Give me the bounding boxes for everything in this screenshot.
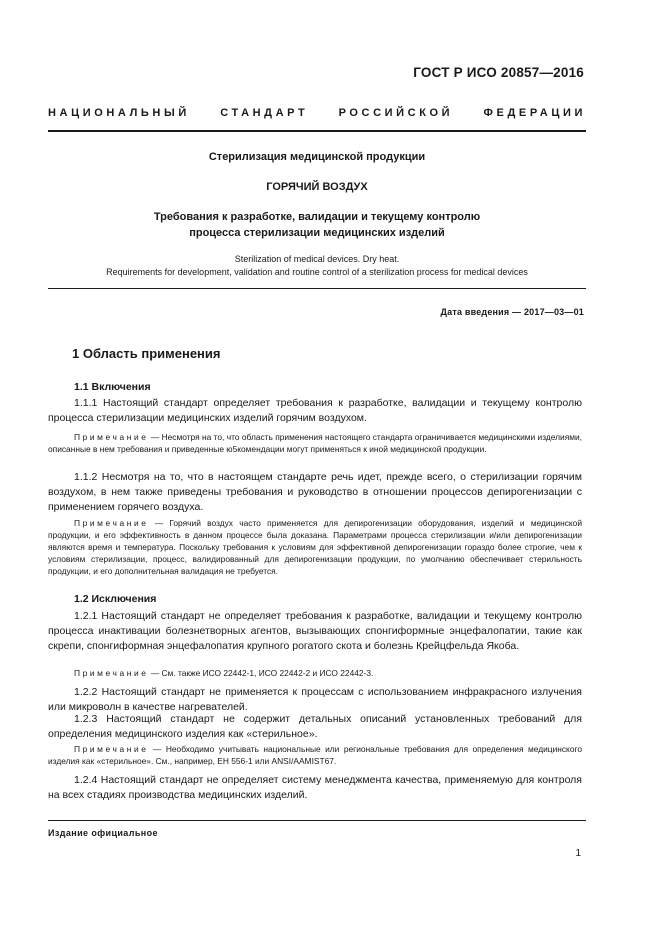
note-text: — Несмотря на то, что область применения настоящего стандарта ограничивается медицинскими изделиями, описанные в нем требования и приведенные ю5комендации могут применяться к иной медицинской продукции.: [48, 432, 583, 454]
title-line-3b: процесса стерилизации медицинских изделий: [189, 227, 445, 239]
note-label: Примечание: [74, 744, 149, 754]
note-label: Примечание: [74, 432, 149, 442]
note-text: — См. также ИСО 22442-1, ИСО 22442-2 и ИСО 22442-3.: [150, 668, 374, 678]
paragraph-1-2-1: 1.2.1 Настоящий стандарт не определяет требования к разработке, валидации и текущему контролю процесса инактивации болезнетворных агентов, вызывающих спонгиформные энцефалопатии, такие как скрепи, спонгиформная энцефалопатия крупного рогатого скота и болезнь Крейцфельда Якоба.: [48, 610, 582, 652]
section-heading: 1 Область применения: [72, 346, 221, 361]
title-line-3a: Требования к разработке, валидации и текущему контролю: [153, 211, 481, 223]
title-divider: [48, 288, 586, 289]
document-code: ГОСТ Р ИСО 20857—2016: [413, 65, 584, 80]
paragraph-1-2-3: 1.2.3 Настоящий стандарт не содержит детальных описаний установленных требований для определения медицинского изделия как «стерильное».: [48, 713, 582, 740]
footer-divider: [48, 820, 586, 821]
paragraph-1-1-2: 1.1.2 Несмотря на то, что в настоящем стандарте речь идет, прежде всего, о стерилизации горячим воздухом, в нем также приведены требования и руководство в отношении процессов депирогенизации с применением горячего воздуха.: [48, 471, 582, 513]
note-label: Примечание: [74, 668, 149, 678]
title-line-1: Стерилизация медицинской продукции: [208, 151, 426, 163]
note-label: Примечание: [74, 518, 149, 528]
subsection-heading-1-2: 1.2 Исключения: [74, 593, 157, 605]
paragraph-1-1-1: 1.1.1 Настоящий стандарт определяет требования к разработке, валидации и текущему контролю процесса стерилизации медицинских изделий горячим воздухом.: [48, 397, 582, 424]
note-1: [48, 431, 582, 455]
title-line-2: ГОРЯЧИЙ ВОЗДУХ: [266, 181, 368, 193]
official-edition-label: Издание официальное: [48, 828, 158, 838]
header-divider: [48, 130, 586, 132]
english-title: [48, 253, 586, 279]
english-title-b: Requirements for development, validation and routine control of a sterilization process for medical devices: [106, 267, 528, 277]
subsection-heading-1-1: 1.1 Включения: [74, 381, 151, 393]
note-text: — Горячий воздух часто применяется для депирогенизации оборудования, изделий и медицинской продукции, и его эффективность в данном процессе была доказана. Параметрами процесса стерилизации и/или депирогенизации являются время и температура. Поскольку требования к условиям для эффективной депирогенизации гораздо более строгие, чем к условиям стерилизации, процесс, валидированный для депирогенизации продукции, по умолчанию обеспечивает стерильность продукции, и его дополнительная валидация не требуется.: [48, 518, 582, 576]
paragraph-1-2-4: 1.2.4 Настоящий стандарт не определяет систему менеджмента качества, применяемую для контроля на всех стадиях производства медицинских изделий.: [48, 774, 582, 801]
note-text: — Необходимо учитывать национальные или региональные требования для определения медицинского изделия как «стерильное». См., например, ЕН 556-1 или ANSI/AAMIST67.: [48, 744, 582, 766]
note-4: [48, 743, 582, 767]
page-number: 1: [575, 848, 581, 859]
note-2: [48, 517, 582, 577]
note-3: [48, 667, 582, 679]
english-title-a: Sterilization of medical devices. Dry heat.: [234, 254, 400, 264]
title-line-3: [48, 209, 586, 241]
national-standard-banner: НАЦИОНАЛЬНЫЙ СТАНДАРТ РОССИЙСКОЙ ФЕДЕРАЦИИ: [48, 107, 586, 119]
introduction-date: Дата введения — 2017—03—01: [440, 307, 584, 317]
paragraph-1-2-2: 1.2.2 Настоящий стандарт не применяется к процессам с использованием инфракрасного излучения или микроволн в качестве нагревателей.: [48, 686, 582, 713]
